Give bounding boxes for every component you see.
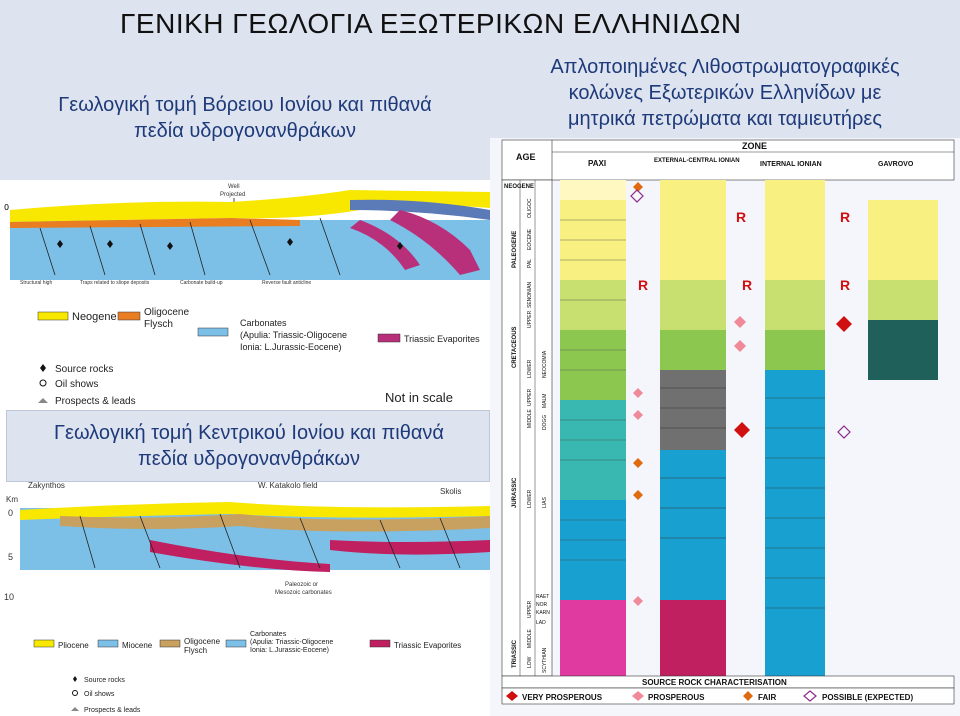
epoch-paleocene: PAL [527, 258, 533, 268]
epoch-eocene: EOCENE [527, 228, 533, 250]
legend-carbonates-label: Carbonates [240, 318, 287, 328]
period-triassic: TRIASSIC [512, 639, 518, 668]
rating-very-prosperous-label: VERY PROSPEROUS [522, 693, 603, 702]
legend-central-prospects-icon [71, 707, 79, 711]
legend-central-source-icon [73, 676, 77, 682]
north-cross-section [0, 180, 490, 410]
legend-flysch-label: Flysch [144, 319, 173, 330]
epoch-jur-lower: LOWER [527, 489, 533, 508]
reservoir-mark-gavrovo-upper: R [840, 209, 851, 225]
legend-central-carbonates-swatch [226, 640, 246, 647]
zone-header: ZONE [742, 141, 768, 151]
place-katakolo: W. Katakolo field [258, 481, 318, 490]
legend-central-carbonates-ionia: Ionia: L.Jurassic-Eocene) [250, 647, 329, 654]
source-rock-title: SOURCE ROCK CHARACTERISATION [642, 678, 787, 687]
legend-central-carbonates-apulia: (Apulia: Triassic-Oligocene [250, 639, 334, 646]
legend-neogene-label: Neogene [72, 311, 117, 323]
place-zakynthos: Zakynthos [28, 481, 65, 490]
legend-carbonates-swatch [198, 328, 228, 336]
central-cross-section [0, 480, 490, 716]
epoch-cret-lower: LOWER [527, 359, 533, 378]
column-gavrovo [868, 200, 938, 380]
central-km-label: Km [6, 495, 18, 504]
central-depth-0: 0 [8, 508, 14, 518]
period-paleogene: PALEOGENE [512, 230, 518, 268]
annotation-carbonate-buildup: Carbonate build-up [180, 280, 223, 286]
age-header: AGE [516, 152, 536, 162]
north-section-subtitle: Γεωλογική τομή Βόρειου Ιονίου και πιθανά πεδία υδρογονανθράκων [58, 94, 432, 142]
legend-oligocene-label: Oligocene [144, 307, 190, 318]
legend-central-flysch-label: Flysch [184, 646, 208, 655]
epoch-jur-middle: MIDDLE [527, 409, 533, 428]
rating-possible-label: POSSIBLE (EXPECTED) [822, 693, 914, 702]
annotation-reverse-fault: Reverse fault anticline [262, 280, 312, 286]
not-in-scale-label: Not in scale [385, 390, 453, 405]
epoch-raet: RAET [536, 594, 550, 600]
reservoir-mark-paxi: R [638, 277, 649, 293]
epoch-lad: LAD [536, 620, 546, 626]
legend-carbonates-apulia: (Apulia: Triassic-Oligocene [240, 330, 348, 340]
period-neogene: NEOGENE [504, 184, 535, 190]
legend-central-evaporites-label: Triassic Evaporites [394, 641, 462, 650]
stratigraphic-columns [490, 138, 960, 716]
legend-central-oil-label: Oil shows [84, 691, 115, 698]
legend-neogene-swatch [38, 312, 68, 320]
north-depth-zero: 0 [4, 203, 10, 212]
legend-prospects-label: Prospects & leads [55, 396, 136, 407]
columns-subtitle: Απλοποιημένες Λιθοστρωματογραφικές κολώνες Εξωτερικών Ελληνίδων με μητρικά πετρώματα και ταμιευτήρες [550, 56, 900, 130]
epoch-lias: LIAS [542, 497, 548, 508]
column-external-central-ionian [660, 180, 726, 676]
epoch-tri-upper: UPPER [527, 600, 533, 618]
legend-central-source-label: Source rocks [84, 677, 125, 684]
legend-central-prospects-label: Prospects & leads [84, 707, 141, 714]
legend-central-oil-icon [73, 691, 78, 696]
rating-prosperous-label: PROSPEROUS [648, 693, 705, 702]
epoch-oligocene: OLIGOC [527, 198, 533, 218]
column-paxi [560, 180, 626, 676]
epoch-tri-middle: MIDDLE [527, 629, 533, 648]
zone-paxi: PAXI [588, 159, 607, 168]
epoch-jur-upper: UPPER [527, 388, 533, 406]
epoch-karn: KARN [536, 610, 550, 616]
epoch-dogger: DOGG [542, 414, 548, 430]
paleozoic-label: Paleozoic or [285, 582, 319, 588]
zone-gavrovo: GAVROVO [878, 161, 914, 168]
reservoir-mark-gavrovo: R [840, 277, 851, 293]
zone-external-central-ionian: EXTERNAL-CENTRAL IONIAN [654, 158, 740, 164]
mesozoic-carbonates-label: Mesozoic carbonates [275, 590, 332, 596]
legend-central-oligocene-swatch [160, 640, 180, 647]
place-skolis: Skolis [440, 487, 462, 496]
epoch-scythian: SCYTHIAN [542, 647, 548, 673]
legend-central-carbonates-label: Carbonates [250, 631, 287, 638]
central-depth-5: 5 [8, 552, 14, 562]
well-projected-label: Projected [220, 192, 246, 198]
legend-source-rocks-label: Source rocks [55, 364, 114, 375]
well-label: Well [228, 184, 240, 190]
epoch-cret-upper: UPPER [527, 310, 533, 328]
rating-fair-label: FAIR [758, 693, 777, 702]
legend-pliocene-swatch [34, 640, 54, 647]
legend-central-evaporites-swatch [370, 640, 390, 647]
legend-pliocene-label: Pliocene [58, 641, 89, 650]
annotation-structural-high: Structural high [20, 280, 53, 286]
reservoir-mark-internal: R [742, 277, 753, 293]
central-depth-10: 10 [4, 592, 15, 602]
legend-miocene-label: Miocene [122, 641, 153, 650]
page-title: ΓΕΝΙΚΗ ΓΕΩΛΟΓΙΑ ΕΞΩΤΕΡΙΚΩΝ ΕΛΛΗΝΙΔΩΝ [120, 8, 742, 39]
legend-oil-shows-label: Oil shows [55, 379, 99, 390]
period-cretaceous: CRETACEOUS [512, 326, 518, 368]
epoch-tri-low: LOW [527, 656, 533, 668]
epoch-malm: MALM [542, 393, 548, 408]
period-jurassic: JURASSIC [512, 477, 518, 508]
epoch-senonian: SENONIAN [527, 281, 533, 308]
central-section-subtitle: Γεωλογική τομή Κεντρικού Ιονίου και πιθανά πεδία υδρογονανθράκων [54, 422, 444, 470]
legend-miocene-swatch [98, 640, 118, 647]
legend-evaporites-swatch [378, 334, 400, 342]
zone-internal-ionian: INTERNAL IONIAN [760, 161, 822, 168]
epoch-nor: NOR [536, 602, 548, 608]
column-internal-ionian [765, 180, 825, 676]
legend-evaporites-label: Triassic Evaporites [404, 334, 480, 344]
annotation-slope-traps: Traps related to sliope deposits [80, 280, 150, 286]
reservoir-mark-internal-upper: R [736, 209, 747, 225]
legend-central-oligocene-label: Oligocene [184, 637, 221, 646]
legend-oligocene-swatch [118, 312, 140, 320]
legend-carbonates-ionia: Ionia: L.Jurassic-Eocene) [240, 342, 342, 352]
epoch-neocomian: NEOCOMIA [542, 350, 548, 378]
